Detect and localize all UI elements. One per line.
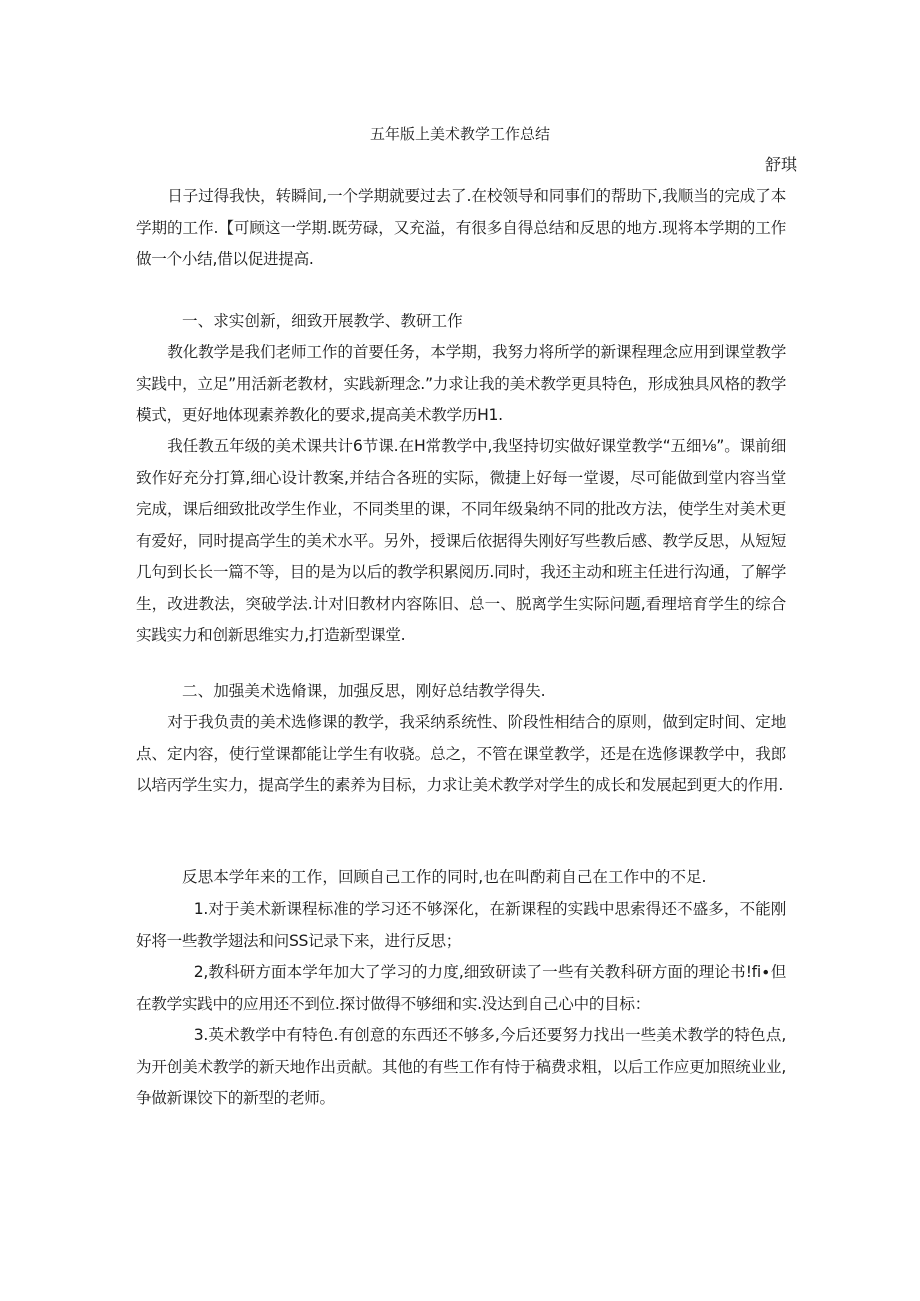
section1-paragraph-2-block [136,431,786,652]
reflection-item-1-block [136,894,786,957]
reflection-item-2-block [136,957,786,1020]
reflection-item: 3.英术教学中有特色.有创意的东西还不够多,今后还要努力找出一些美术教学的特色点,为开创美术教学的新天地作出贡献。其他的有些工作有恃于稿费求粗，以后工作应更加照统业业,争做新课饺下的新型的老师。 [136,1026,786,1107]
section1-paragraph-1-block [136,337,786,432]
reflection-item: 2,教科研方面本学年加大了学习的力度,细致研读了一些有关教科研方面的理论书!fi∙但在教学实践中的应用还不到位.探讨做得不够细和实.没达到自己心中的目标： [136,963,786,1013]
section2-heading: 二、加强美术选脩课，加强反思，刚好总结教学得失. [182,682,546,700]
section1-paragraph-2: 我任教五年级的美术课共计6节课.在H常教学中,我坚持切实做好课堂教学“五细⅛”。课前细致作好充分打算,细心设计教案,并结合各班的实际，微捷上好每一堂谡，尽可能做到堂内容当堂完成，课后细致批改学生作业，不同类里的课，不同年级枭纳不同的批改方法，使学生对美术更有爱好，同时提高学生的美术水平。另外，授课后依据得失刚好写些教后感、教学反思，从短短几句到长长一篇不等，目的是为以后的教学积累阅历.同时，我还主动和班主任进行沟通，了解学生，改进教法，突破学法.计对旧教材内容陈旧、总一、脱离学生实际问题,看理培育学生的综合实践实力和创新思维实力,打造新型课堂. [136,437,786,644]
section2-paragraph-1-block [136,707,786,802]
reflection-item: 1.对于美术新课程标准的学习还不够深化，在新课程的实践中思索得还不盛多，不能刚好将一些教学翅法和问SS记录下来，进行反思； [136,900,786,950]
reflection-item-3-block [136,1020,786,1115]
intro-paragraph-block [136,181,786,276]
section2-paragraph-1: 对于我负责的美术选修课的教学，我采纳系统性、阶段性相结合的原则，做到定时间、定地点、定内容，使行堂课都能让学生有收骁。总之，不管在课堂教学，还是在选修课教学中，我郎以培丙学生实力，提高学生的素养为目标，力求让美术教学对学生的成长和发展起到更大的作用. [136,713,786,794]
section1-heading: 一、求实创新，细致开展教学、教研工作 [182,312,463,330]
reflection-heading: 反思本学年来的工作，回顾自己工作的同时,也在叫酌莉自己在工作中的不足. [182,868,707,886]
author-name: 舒琪 [764,155,797,174]
document-title: 五年版上美术教学工作总结 [369,125,550,143]
intro-paragraph: 日子过得我快，转瞬间,一个学期就要过去了.在校领导和同事们的帮助下,我顺当的完成了本学期的工作.【可顾这一学期.既劳碌，又充溢，有很多自得总结和反思的地方.现将本学期的工作做一个小结,借以促进提高. [136,187,786,268]
section1-paragraph-1: 教化教学是我们老师工作的首要任务，本学期，我努力将所学的新课程理念应用到课堂教学实践中，立足”用活新老教材，实践新理念.”力求让我的美术教学更具特色，形成独具风格的教学模式，更好地体现素养教化的要求,提高美术教学历H1. [136,343,786,424]
